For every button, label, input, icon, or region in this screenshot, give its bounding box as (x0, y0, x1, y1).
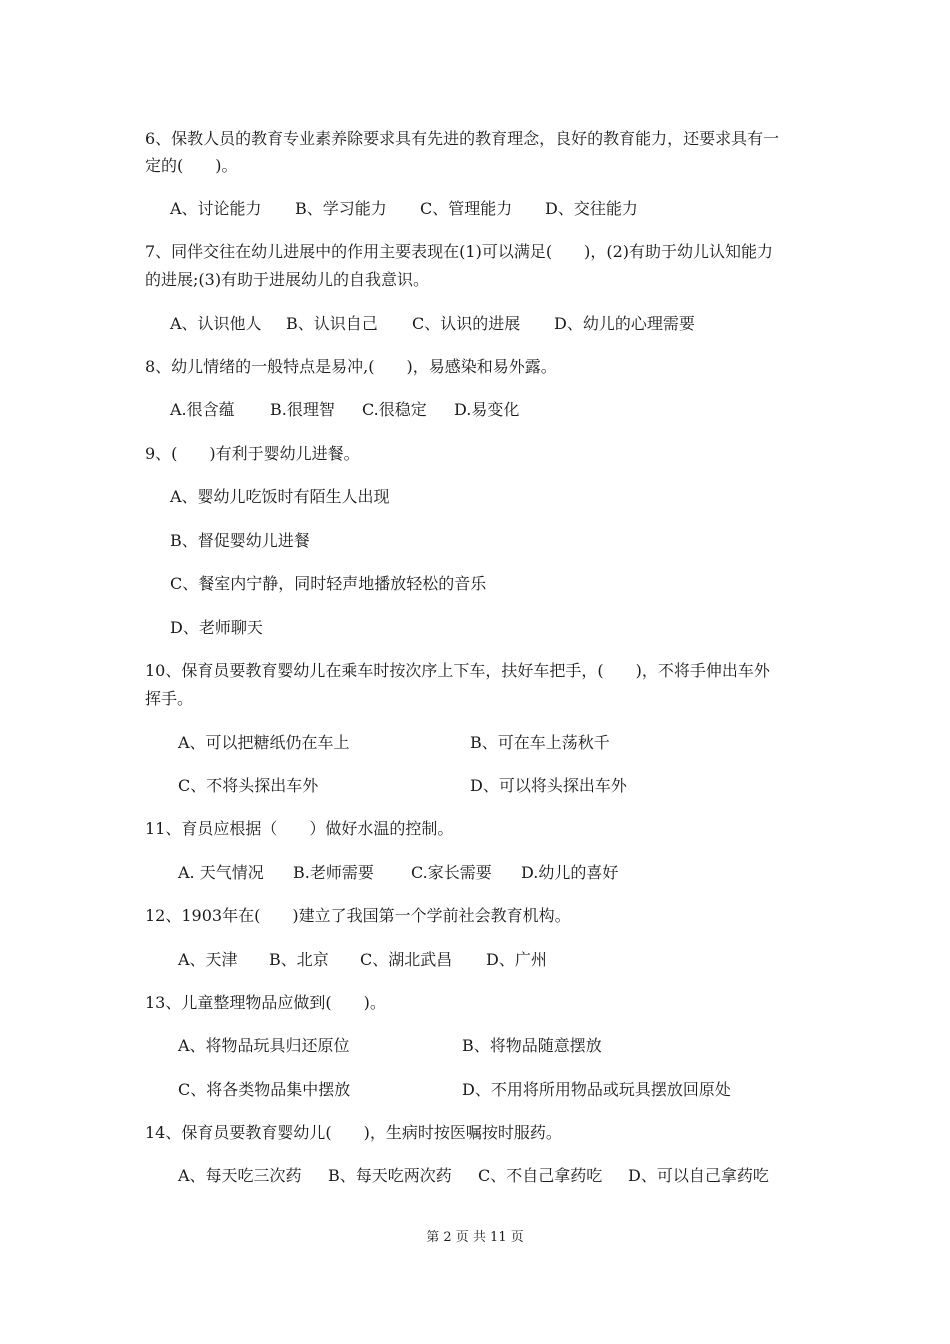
question-6-text: 6、保教人员的教育专业素养除要求具有先进的教育理念，良好的教育能力，还要求具有一 (145, 129, 780, 148)
question-10-text-cont: 挥手。 (145, 689, 194, 708)
option-d: D、不用将所用物品或玩具摆放回原处 (462, 1080, 731, 1099)
option-a: A、天津 (178, 950, 238, 969)
option-a: A、将物品玩具归还原位 (178, 1036, 350, 1055)
question-6-text-cont: 定的( )。 (145, 156, 238, 175)
question-6-options (170, 198, 638, 220)
option-c: C、餐室内宁静，同时轻声地播放轻松的音乐 (170, 574, 487, 593)
option-c: C.很稳定 (362, 400, 427, 419)
question-10-text: 10、保育员要教育婴幼儿在乘车时按次序上下车，扶好车把手，( )，不将手伸出车外 (145, 661, 770, 680)
question-7-options (170, 313, 695, 335)
option-c: C.家长需要 (411, 863, 492, 882)
question-14-options (178, 1165, 769, 1187)
option-c: C、不将头探出车外 (178, 776, 319, 795)
option-a: A、讨论能力 (170, 199, 262, 218)
option-b: B、将物品随意摆放 (462, 1036, 602, 1055)
question-9-text: 9、( )有利于婴幼儿进餐。 (145, 444, 360, 463)
option-d: D、交往能力 (545, 199, 638, 218)
page-number: 第 2 页 共 11 页 (426, 1230, 524, 1245)
option-d: D.幼儿的喜好 (521, 863, 619, 882)
option-c: C、湖北武昌 (360, 950, 453, 969)
option-c: C、管理能力 (420, 199, 513, 218)
question-13-text: 13、儿童整理物品应做到( )。 (145, 993, 386, 1012)
option-d: D、老师聊天 (170, 618, 263, 637)
option-a: A. 天气情况 (178, 863, 264, 882)
question-12-options (178, 949, 547, 971)
option-d: D、广州 (486, 950, 547, 969)
question-7-text: 7、同伴交往在幼儿进展中的作用主要表现在(1)可以满足( )，(2)有助于幼儿认知能力 (145, 242, 773, 261)
option-a: A.很含蕴 (170, 400, 235, 419)
question-11-text: 11、育员应根据（ ）做好水温的控制。 (145, 819, 454, 838)
option-b: B.很理智 (270, 400, 335, 419)
option-b: B、认识自己 (286, 314, 378, 333)
question-11-options (178, 862, 618, 884)
option-d: D、可以将头探出车外 (470, 776, 627, 795)
option-a: A、婴幼儿吃饭时有陌生人出现 (170, 487, 390, 506)
option-c: C、不自己拿药吃 (478, 1166, 603, 1185)
question-8-options (170, 399, 519, 421)
option-d: D、幼儿的心理需要 (554, 314, 695, 333)
question-14-text: 14、保育员要教育婴幼儿( )，生病时按医嘱按时服药。 (145, 1123, 562, 1142)
question-7-text-cont: 的进展;(3)有助于进展幼儿的自我意识。 (145, 270, 430, 289)
option-b: B、每天吃两次药 (328, 1166, 452, 1185)
option-d: D、可以自己拿药吃 (628, 1166, 769, 1185)
option-b: B、可在车上荡秋千 (470, 733, 610, 752)
option-c: C、将各类物品集中摆放 (178, 1080, 351, 1099)
option-b: B、督促婴幼儿进餐 (170, 531, 310, 550)
option-a: A、可以把糖纸仍在车上 (178, 733, 350, 752)
question-8-text: 8、幼儿情绪的一般特点是易冲,( )，易感染和易外露。 (145, 357, 557, 376)
option-b: B.老师需要 (293, 863, 374, 882)
option-c: C、认识的进展 (412, 314, 521, 333)
option-b: B、学习能力 (295, 199, 387, 218)
question-12-text: 12、1903年在( )建立了我国第一个学前社会教育机构。 (145, 906, 571, 925)
option-a: A、每天吃三次药 (178, 1166, 302, 1185)
option-b: B、北京 (269, 950, 329, 969)
option-d: D.易变化 (454, 400, 520, 419)
option-a: A、认识他人 (170, 314, 262, 333)
